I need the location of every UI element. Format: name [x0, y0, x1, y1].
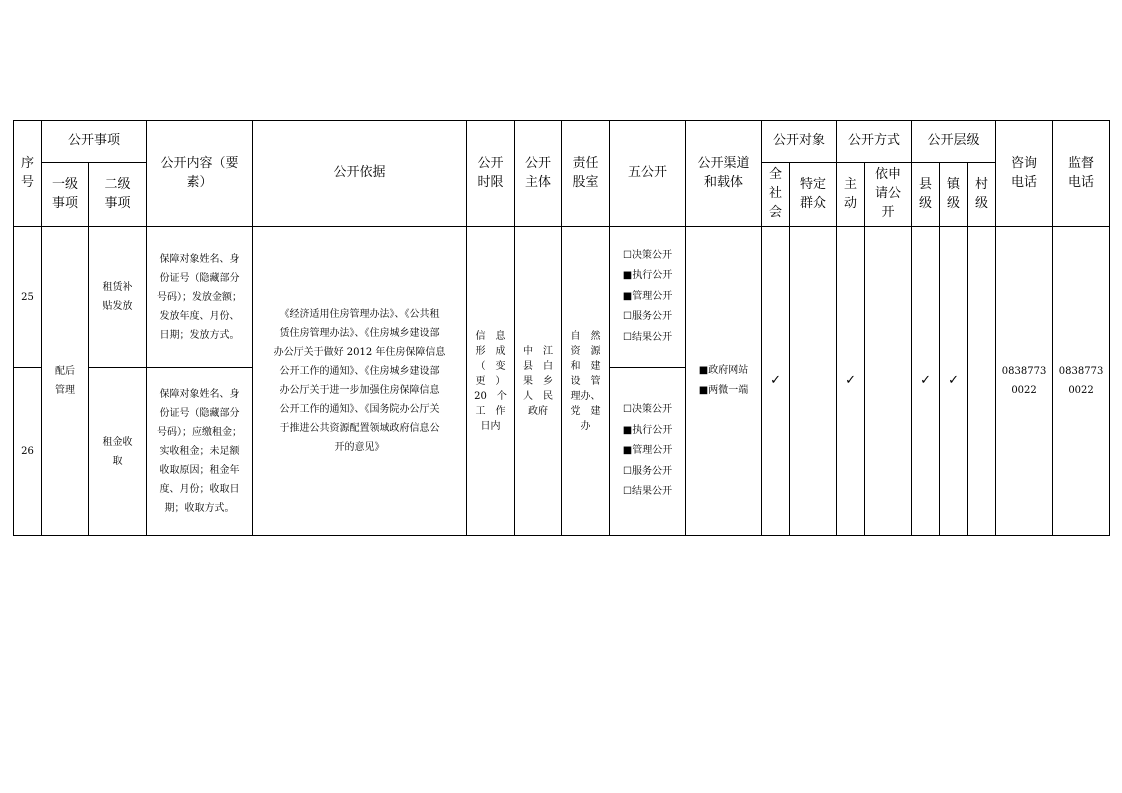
header-time-limit: 公开 时限 [467, 121, 515, 227]
obj-specific-cell [790, 227, 837, 536]
header-method-group: 公开方式 [837, 121, 912, 163]
check-icon: ✓ [837, 227, 865, 536]
table-row [14, 227, 1110, 368]
header-level1: 一级 事项 [42, 163, 89, 227]
header-consult: 咨询 电话 [996, 121, 1053, 227]
header-channel: 公开渠道 和载体 [686, 121, 762, 227]
supervise-phone: 0838773 0022 [1053, 227, 1110, 536]
subject-cell: 中 江 县 白 果 乡 人 民 政府 [515, 227, 562, 536]
header-level-group: 公开层级 [912, 121, 996, 163]
channel-cell: ■政府网站 ■两微一端 [686, 227, 762, 536]
level2-cell: 租赁补 贴发放 [89, 227, 147, 368]
header-content: 公开内容（要 素） [147, 121, 253, 227]
row-seq: 26 [14, 368, 42, 536]
level2-cell: 租金收 取 [89, 368, 147, 536]
header-seq: 序 号 [14, 121, 42, 227]
header-lv-town: 镇 级 [940, 163, 968, 227]
five-open-cell: ☐决策公开 ■执行公开 ■管理公开 ☐服务公开 ☐结果公开 [610, 368, 686, 536]
check-icon: ✓ [912, 227, 940, 536]
check-icon: ✓ [940, 227, 968, 536]
five-open-cell: ☐决策公开 ■执行公开 ■管理公开 ☐服务公开 ☐结果公开 [610, 227, 686, 368]
row-seq: 25 [14, 227, 42, 368]
content-cell: 保障对象姓名、身 份证号（隐藏部分 号码）；应缴租金； 实收租金；未足额 收取原因；租金年 度、月份；收取日 期；收取方式。 [147, 368, 253, 536]
header-supervise: 监督 电话 [1053, 121, 1110, 227]
consult-phone: 0838773 0022 [996, 227, 1053, 536]
basis-cell: 《经济适用住房管理办法》、《公共租 赁住房管理办法》、《住房城乡建设部 办公厅关于做好 2012 年住房保障信息 公开工作的通知》、《住房城乡建设部 办公厅关于进一步加强住房保障信息 公开工作的通知》、《国务院办公厅关 于推进公共资源配置领域政府信息公 开的意见》 [253, 227, 467, 536]
header-obj-specific: 特定 群众 [790, 163, 837, 227]
header-subject: 公开 主体 [515, 121, 562, 227]
header-matter-group: 公开事项 [42, 121, 147, 163]
level1-cell: 配后 管理 [42, 227, 89, 536]
header-level2: 二级 事项 [89, 163, 147, 227]
check-icon: ✓ [762, 227, 790, 536]
header-five-open: 五公开 [610, 121, 686, 227]
header-method-active: 主 动 [837, 163, 865, 227]
header-lv-county: 县 级 [912, 163, 940, 227]
content-cell: 保障对象姓名、身 份证号（隐藏部分 号码）；发放金额； 发放年度、月份、 日期；发放方式。 [147, 227, 253, 368]
header-basis: 公开依据 [253, 121, 467, 227]
header-obj-society: 全 社 会 [762, 163, 790, 227]
time-limit-cell: 信 息 形 成 （ 变 更 ） 20 个 工 作 日内 [467, 227, 515, 536]
lv-village-cell [968, 227, 996, 536]
header-method-request: 依申 请公 开 [865, 163, 912, 227]
header-dept: 责任 股室 [562, 121, 610, 227]
method-request-cell [865, 227, 912, 536]
disclosure-table [13, 120, 1110, 536]
header-lv-village: 村 级 [968, 163, 996, 227]
dept-cell: 自 然 资 源 和 建 设 管 理办、 党 建 办 [562, 227, 610, 536]
header-object-group: 公开对象 [762, 121, 837, 163]
